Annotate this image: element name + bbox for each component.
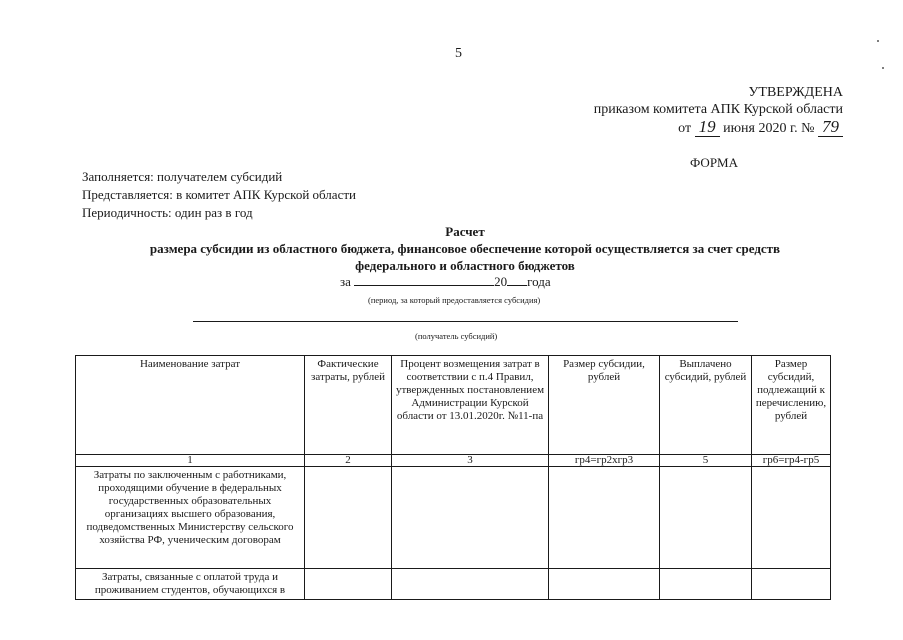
cell-paid[interactable]: [660, 467, 752, 569]
title-line-3: федерального и областного бюджетов: [355, 258, 575, 273]
year-blank[interactable]: [507, 273, 527, 286]
approval-date-prefix: от: [678, 121, 692, 136]
cell-percent[interactable]: [392, 569, 549, 600]
col-number: 5: [660, 455, 752, 467]
document-title: [80, 223, 850, 274]
table-header-row: [76, 356, 831, 455]
col-header-reimbursement-percent: Процент возмещения затрат в соответствии с п.4 Правил, утвержденных постановлением Администрации Курской области от 13.01.2020г. №11-па: [392, 356, 549, 455]
table-row: [76, 467, 831, 569]
approval-number: 79: [818, 117, 843, 137]
period-blank[interactable]: [354, 273, 494, 286]
scan-speck: [877, 40, 879, 42]
col-number: 3: [392, 455, 549, 467]
cell-to-transfer[interactable]: [752, 467, 831, 569]
scan-speck: [882, 67, 884, 69]
approval-day: 19: [695, 117, 720, 137]
period-suffix: года: [527, 274, 551, 289]
col-number: гр4=гр2хгр3: [549, 455, 660, 467]
approval-order: приказом комитета АПК Курской области: [593, 102, 843, 117]
cell-subsidy[interactable]: [549, 467, 660, 569]
meta-submitted-to: Представляется: в комитет АПК Курской области: [82, 187, 356, 202]
column-number-row: [76, 455, 831, 467]
approval-month-year: июня 2020 г. №: [723, 121, 815, 136]
approval-date-line: [594, 118, 843, 137]
recipient-note: (получатель субсидий): [415, 331, 498, 341]
meta-filled-by: Заполняется: получателем субсидий: [82, 169, 283, 184]
row-cost-name: Затраты по заключенным с работниками, проходящими обучение в федеральных государственных образовательных организациях высшего образования, подведомственных Министерству сельского хозяйства РФ, ученическим договорам: [76, 467, 305, 569]
period-year-prefix: 20: [494, 274, 508, 289]
col-header-cost-name: Наименование затрат: [76, 356, 305, 455]
col-header-actual-costs: Фактические затраты, рублей: [305, 356, 392, 455]
recipient-field[interactable]: [193, 321, 738, 322]
col-header-paid: Выплачено субсидий, рублей: [660, 356, 752, 455]
title-line-2: размера субсидии из областного бюджета, финансовое обеспечение которой осуществляется за счет средств: [149, 241, 781, 256]
approval-title: УТВЕРЖДЕНА: [748, 85, 843, 100]
cell-percent[interactable]: [392, 467, 549, 569]
col-number: 2: [305, 455, 392, 467]
cell-paid[interactable]: [660, 569, 752, 600]
col-number: 1: [76, 455, 305, 467]
period-field[interactable]: [340, 273, 551, 290]
col-number: гр6=гр4-гр5: [752, 455, 831, 467]
table-row: [76, 569, 831, 600]
period-prefix: за: [340, 274, 351, 289]
approval-block: [594, 84, 843, 137]
cell-actual-costs[interactable]: [305, 467, 392, 569]
cell-subsidy[interactable]: [549, 569, 660, 600]
col-header-to-transfer: Размер субсидий, подлежащий к перечислению, рублей: [752, 356, 831, 455]
row-cost-name: Затраты, связанные с оплатой труда и проживанием студентов, обучающихся в: [76, 569, 305, 600]
subsidy-table: [75, 355, 831, 600]
form-meta: [82, 168, 356, 222]
title-line-1: Расчет: [445, 224, 485, 239]
cell-actual-costs[interactable]: [305, 569, 392, 600]
col-header-subsidy-size: Размер субсидии, рублей: [549, 356, 660, 455]
cell-to-transfer[interactable]: [752, 569, 831, 600]
period-note: (период, за который предоставляется субсидия): [368, 295, 541, 305]
form-label: ФОРМА: [690, 155, 738, 170]
meta-frequency: Периодичность: один раз в год: [82, 205, 253, 220]
page-number: 5: [455, 46, 462, 61]
